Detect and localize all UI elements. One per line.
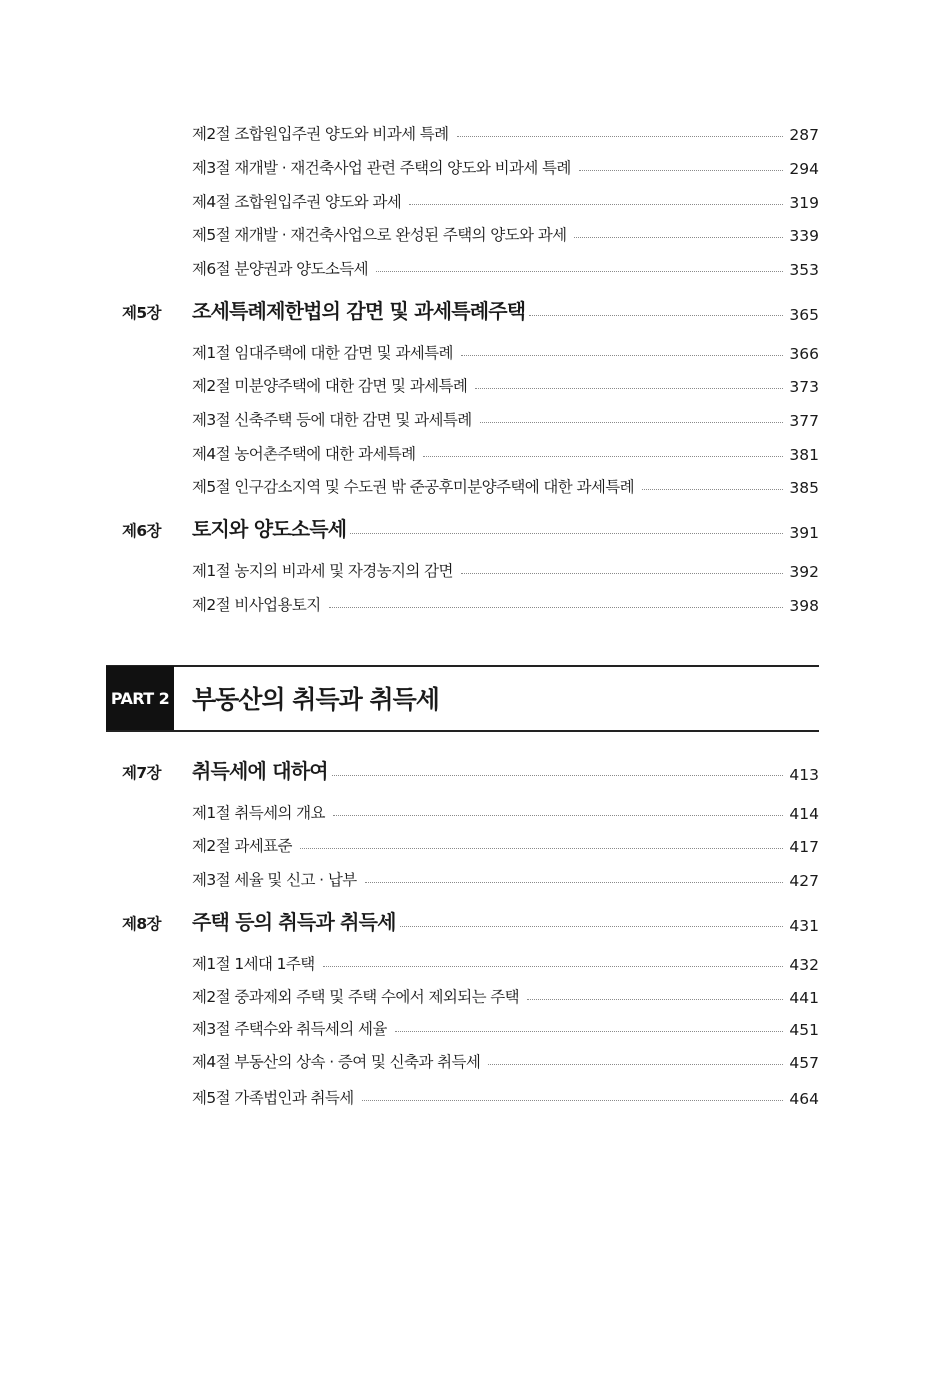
page-number: 319 xyxy=(789,194,819,212)
dot-leader xyxy=(365,882,784,883)
section-title: 제2절 조합원입주권 양도와 비과세 특례 xyxy=(192,125,449,143)
dot-leader xyxy=(574,237,783,238)
toc-entry[interactable] xyxy=(192,1046,819,1072)
toc-entry[interactable] xyxy=(192,438,819,464)
dot-leader xyxy=(400,926,784,927)
chapter-entry[interactable] xyxy=(192,296,819,324)
section-title: 제1절 취득세의 개요 xyxy=(192,804,325,822)
toc-entry[interactable] xyxy=(192,152,819,178)
page-number: 432 xyxy=(789,956,819,974)
part-title: 부동산의 취득과 취득세 xyxy=(192,685,439,714)
toc-entry[interactable] xyxy=(192,404,819,430)
toc-entry[interactable] xyxy=(192,253,819,279)
chapter-title: 조세특례제한법의 감면 및 과세특례주택 xyxy=(192,299,526,323)
section-title: 제3절 재개발 · 재건축사업 관련 주택의 양도와 비과세 특례 xyxy=(192,159,571,177)
dot-leader xyxy=(323,966,784,967)
page-number: 391 xyxy=(789,524,819,542)
page-number: 457 xyxy=(789,1054,819,1072)
page-number: 427 xyxy=(789,872,819,890)
section-title: 제3절 세율 및 신고 · 납부 xyxy=(192,871,357,889)
page-number: 414 xyxy=(789,805,819,823)
page-number: 366 xyxy=(789,345,819,363)
dot-leader xyxy=(395,1031,784,1032)
page-number: 441 xyxy=(789,989,819,1007)
toc-entry[interactable] xyxy=(192,864,819,890)
section-title: 제6절 분양권과 양도소득세 xyxy=(192,260,369,278)
section-title: 제1절 1세대 1주택 xyxy=(192,955,315,973)
section-title: 제3절 신축주택 등에 대한 감면 및 과세특례 xyxy=(192,411,472,429)
page-number: 373 xyxy=(789,378,819,396)
section-title: 제5절 인구감소지역 및 수도권 밖 준공후미분양주택에 대한 과세특례 xyxy=(192,478,634,496)
toc-entry[interactable] xyxy=(192,981,819,1007)
toc-entry[interactable] xyxy=(192,555,819,581)
toc-entry[interactable] xyxy=(192,118,819,144)
dot-leader xyxy=(362,1100,784,1101)
toc-entry[interactable] xyxy=(192,471,819,497)
section-title: 제2절 과세표준 xyxy=(192,837,292,855)
dot-leader xyxy=(376,271,783,272)
page-number: 431 xyxy=(789,917,819,935)
dot-leader xyxy=(488,1064,783,1065)
page-number: 294 xyxy=(789,160,819,178)
dot-leader xyxy=(527,999,783,1000)
chapter-title: 취득세에 대하여 xyxy=(192,759,328,783)
toc-entry[interactable] xyxy=(192,1013,819,1039)
dot-leader xyxy=(480,422,784,423)
page-number: 417 xyxy=(789,838,819,856)
page-number: 381 xyxy=(789,446,819,464)
section-title: 제2절 중과제외 주택 및 주택 수에서 제외되는 주택 xyxy=(192,988,520,1006)
chapter-title: 토지와 양도소득세 xyxy=(192,517,347,541)
dot-leader xyxy=(423,456,783,457)
section-title: 제1절 농지의 비과세 및 자경농지의 감면 xyxy=(192,562,453,580)
page-number: 392 xyxy=(789,563,819,581)
page-number: 464 xyxy=(789,1090,819,1108)
page-number: 398 xyxy=(789,597,819,615)
chapter-title: 주택 등의 취득과 취득세 xyxy=(192,910,396,934)
dot-leader xyxy=(579,170,784,171)
dot-leader xyxy=(457,136,784,137)
page-number: 365 xyxy=(789,306,819,324)
section-title: 제5절 가족법인과 취득세 xyxy=(192,1089,354,1107)
dot-leader xyxy=(461,355,784,356)
dot-leader xyxy=(529,315,783,316)
toc-entry[interactable] xyxy=(192,370,819,396)
chapter-label: 제8장 xyxy=(122,915,161,933)
toc-entry[interactable] xyxy=(192,219,819,245)
dot-leader xyxy=(329,607,784,608)
page-number: 377 xyxy=(789,412,819,430)
toc-entry[interactable] xyxy=(192,797,819,823)
chapter-label: 제6장 xyxy=(122,522,161,540)
page-number: 385 xyxy=(789,479,819,497)
toc-entry[interactable] xyxy=(192,830,819,856)
page-number: 353 xyxy=(789,261,819,279)
chapter-entry[interactable] xyxy=(192,756,819,784)
dot-leader xyxy=(461,573,784,574)
section-title: 제4절 농어촌주택에 대한 과세특례 xyxy=(192,445,416,463)
part-bottom-rule xyxy=(106,730,819,732)
section-title: 제2절 비사업용토지 xyxy=(192,596,321,614)
toc-entry[interactable] xyxy=(192,589,819,615)
section-title: 제4절 조합원입주권 양도와 과세 xyxy=(192,193,402,211)
part-badge: PART 2 xyxy=(106,666,174,730)
dot-leader xyxy=(475,388,783,389)
dot-leader xyxy=(350,533,783,534)
page-number: 287 xyxy=(789,126,819,144)
section-title: 제1절 임대주택에 대한 감면 및 과세특례 xyxy=(192,344,453,362)
section-title: 제3절 주택수와 취득세의 세율 xyxy=(192,1020,387,1038)
page-number: 413 xyxy=(789,766,819,784)
chapter-label: 제7장 xyxy=(122,764,161,782)
chapter-label: 제5장 xyxy=(122,304,161,322)
section-title: 제4절 부동산의 상속 · 증여 및 신축과 취득세 xyxy=(192,1053,481,1071)
page-number: 339 xyxy=(789,227,819,245)
toc-entry[interactable] xyxy=(192,337,819,363)
dot-leader xyxy=(300,848,784,849)
toc-entry[interactable] xyxy=(192,948,819,974)
section-title: 제2절 미분양주택에 대한 감면 및 과세특례 xyxy=(192,377,468,395)
dot-leader xyxy=(642,489,783,490)
section-title: 제5절 재개발 · 재건축사업으로 완성된 주택의 양도와 과세 xyxy=(192,226,567,244)
toc-entry[interactable] xyxy=(192,186,819,212)
chapter-entry[interactable] xyxy=(192,907,819,935)
toc-entry[interactable] xyxy=(192,1082,819,1108)
chapter-entry[interactable] xyxy=(192,514,819,542)
part-top-rule xyxy=(106,665,819,667)
dot-leader xyxy=(333,815,784,816)
dot-leader xyxy=(409,204,783,205)
page-number: 451 xyxy=(789,1021,819,1039)
dot-leader xyxy=(332,775,784,776)
